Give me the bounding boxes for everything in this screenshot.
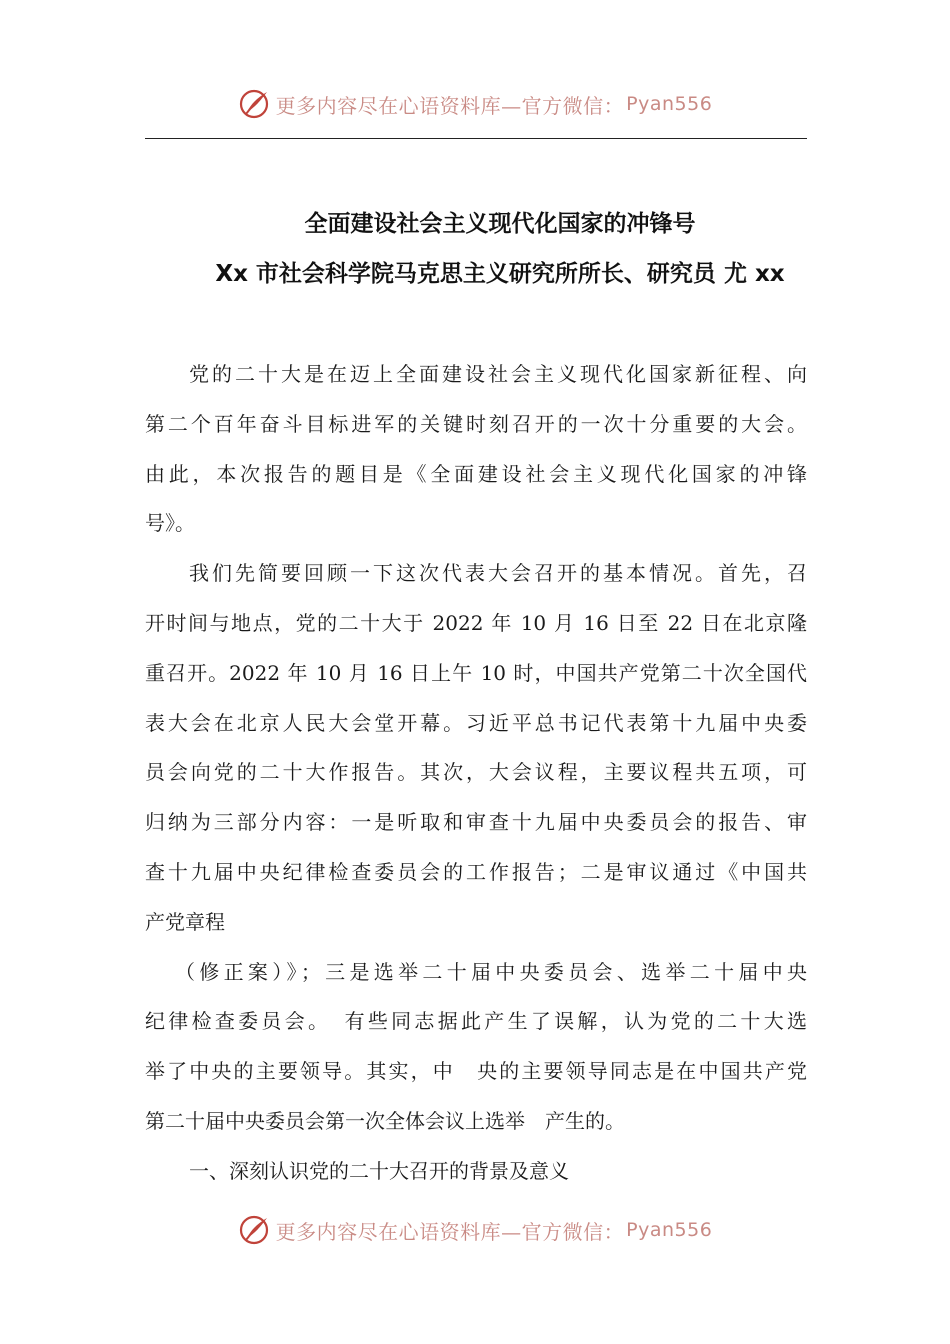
body-line: 开时间与地点，党的二十大于 2022 年 10 月 16 日至 22 日在北京隆 bbox=[145, 610, 807, 635]
body-line: 号》。 bbox=[145, 511, 195, 536]
body-line: 表大会在北京人民大会堂开幕。习近平总书记代表第十九届中央委 bbox=[145, 710, 807, 735]
document-subtitle: Xx 市社会科学院马克思主义研究所所长、研究员 尤 xx bbox=[215, 261, 785, 287]
body-line: 员会向党的二十大作报告。其次，大会议程，主要议程共五项，可 bbox=[145, 760, 807, 785]
footer-watermark bbox=[0, 1210, 950, 1250]
header-watermark bbox=[0, 84, 950, 124]
body-line: 举了中央的主要领导。其实，中 央的主要领导同志是在中国共产党 bbox=[145, 1059, 807, 1084]
watermark-text: 更多内容尽在心语资料库—官方微信： bbox=[275, 93, 625, 118]
quill-logo-icon bbox=[238, 1213, 272, 1247]
body-line: 归纳为三部分内容：一是听取和审查十九届中央委员会的报告、审 bbox=[145, 810, 807, 835]
watermark-wechat-id: Pyan556 bbox=[626, 93, 713, 115]
body-line: 产党章程 bbox=[145, 909, 225, 934]
document-title: 全面建设社会主义现代化国家的冲锋号 bbox=[304, 211, 696, 237]
body-line: 我们先简要回顾一下这次代表大会召开的基本情况。首先，召 bbox=[189, 561, 807, 586]
body-line: 由此，本次报告的题目是《全面建设社会主义现代化国家的冲锋 bbox=[145, 461, 807, 486]
body-line: 第二十届中央委员会第一次全体会议上选举 产生的。 bbox=[145, 1108, 625, 1133]
document-body bbox=[145, 350, 807, 1197]
body-line: 第二个百年奋斗目标进军的关键时刻召开的一次十分重要的大会。 bbox=[145, 411, 807, 436]
watermark-wechat-id: Pyan556 bbox=[626, 1219, 713, 1241]
body-line: 重召开。2022 年 10 月 16 日上午 10 时，中国共产党第二十次全国代 bbox=[145, 660, 807, 685]
body-line: （修正案）》；三是选举二十届中央委员会、选举二十届中央 bbox=[175, 959, 807, 984]
section-heading: 一、深刻认识党的二十大召开的背景及意义 bbox=[189, 1158, 569, 1183]
body-line: 党的二十大是在迈上全面建设社会主义现代化国家新征程、向 bbox=[189, 362, 807, 386]
watermark-text: 更多内容尽在心语资料库—官方微信： bbox=[275, 1219, 625, 1244]
body-line: 查十九届中央纪律检查委员会的工作报告；二是审议通过《中国共 bbox=[145, 859, 807, 884]
quill-logo-icon bbox=[238, 87, 272, 121]
header-divider bbox=[145, 138, 807, 139]
body-line: 纪律检查委员会。 有些同志据此产生了误解，认为党的二十大选 bbox=[145, 1009, 807, 1034]
